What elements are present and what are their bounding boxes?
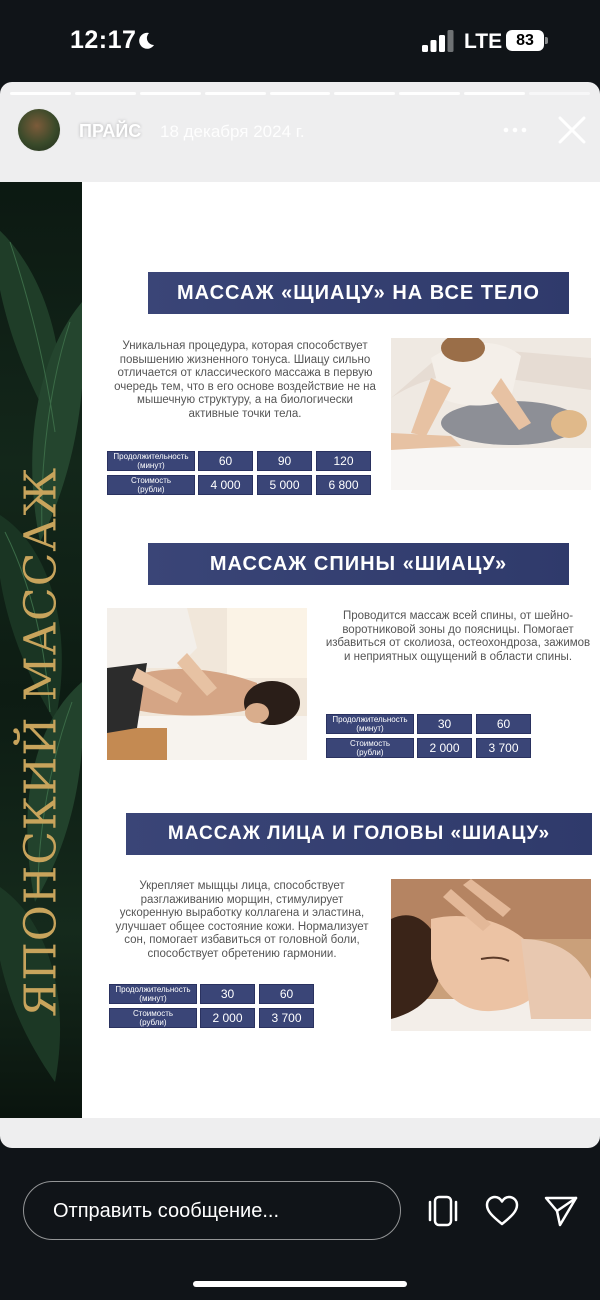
home-indicator [193,1281,407,1287]
status-bar [0,0,600,82]
progress-segment [75,92,136,95]
battery-level: 83 [506,30,544,51]
price-sheet [0,182,600,1118]
leaf-strip [0,182,82,1118]
section-1-description: Уникальная процедура, которая способствует повышению жизненного тонуса. Шиацу сильно отличается от классического массажа в первую очередь тем, что в его основе воздействие не на мышечную структуру, а на биологически активные точки тела. [114,340,376,420]
section-1-price-1: 5 000 [257,475,312,495]
section-1-price-label [107,475,195,495]
section-1-duration-1: 90 [257,451,312,471]
status-time: 12:17 [70,26,137,54]
section-2-duration-unit: (минут) [356,723,384,733]
avatar[interactable] [17,108,61,152]
reply-placeholder: Отправить сообщение... [53,1200,280,1222]
section-2-duration-label-text: Продолжительность [332,715,408,724]
section-1-duration-unit: (минут) [137,460,165,470]
send-icon[interactable] [543,1193,579,1229]
section-1-duration-label [107,451,195,471]
account-name[interactable]: ПРАЙС [79,121,142,141]
section-1-duration-2: 120 [316,451,371,471]
story-date: 18 декабря 2024 г. [160,122,305,141]
section-1-duration-label-text: Продолжительность [113,452,189,461]
section-3-duration-0: 30 [200,984,255,1004]
section-2-description: Проводится массаж всей спины, от шейно-воротниковой зоны до поясницы. Помогает избавиться от сколиоза, остеохондроза, зажимов и неприятных ощущений в области спины. [325,610,591,663]
section-3-price-label [109,1008,197,1028]
section-1-duration-0: 60 [198,451,253,471]
section-2-photo [107,608,307,760]
section-3-price-label-text: Стоимость [132,1009,174,1018]
signal-icon [422,30,454,52]
battery [506,30,548,51]
section-2-duration-1: 60 [476,714,531,734]
section-3-price-unit: (рубли) [139,1017,167,1027]
progress-segment [529,92,590,95]
story-viewer[interactable] [0,82,600,1148]
section-1-price-unit: (рубли) [137,484,165,494]
section-3-duration-label-text: Продолжительность [115,985,191,994]
section-2-title: МАССАЖ СПИНЫ «ШИАЦУ» [148,543,569,585]
section-1-price-2: 6 800 [316,475,371,495]
section-2-duration-0: 30 [417,714,472,734]
section-2-price-1: 3 700 [476,738,531,758]
battery-cap [545,37,548,44]
section-3-description: Укрепляет мыщцы лица, способствует разглаживанию морщин, стимулирует ускоренную выработку коллагена и эластина, улучшает общее состояние кожи. Нормализует сон, помогает избавиться от головной боли, способствует обретению гармонии. [115,880,369,960]
section-2-duration-label [326,714,414,734]
vertical-title: ЯПОНСКИЙ МАССАЖ [15,466,67,1018]
section-1-title: МАССАЖ «ЩИАЦУ» НА ВСЕ ТЕЛО [148,272,569,314]
section-3-photo [391,879,591,1031]
progress-segment [334,92,395,95]
network-type: LTE [464,30,503,53]
section-2-price-label [326,738,414,758]
heart-icon[interactable] [484,1193,520,1229]
section-2-price-0: 2 000 [417,738,472,758]
section-3-price-1: 3 700 [259,1008,314,1028]
progress-segment [140,92,201,95]
progress-segment [270,92,331,95]
section-3-duration-unit: (минут) [139,993,167,1003]
progress-segment [464,92,525,95]
progress-segment [399,92,460,95]
close-icon[interactable] [556,114,588,146]
section-1-price-0: 4 000 [198,475,253,495]
section-3-title: МАССАЖ ЛИЦА И ГОЛОВЫ «ШИАЦУ» [126,813,592,855]
reply-input[interactable] [23,1181,401,1240]
section-2-price-label-text: Стоимость [349,739,391,748]
progress-segment [10,92,71,95]
section-3-price-0: 2 000 [200,1008,255,1028]
section-2-price-unit: (рубли) [356,747,384,757]
moon-icon [136,31,156,51]
progress-segment [205,92,266,95]
more-icon[interactable] [502,122,528,138]
section-3-duration-1: 60 [259,984,314,1004]
section-1-photo [391,338,591,490]
section-3-duration-label [109,984,197,1004]
stories-icon[interactable] [425,1193,461,1229]
section-1-price-label-text: Стоимость [130,476,172,485]
story-progress [10,92,590,96]
story-header [0,104,600,160]
